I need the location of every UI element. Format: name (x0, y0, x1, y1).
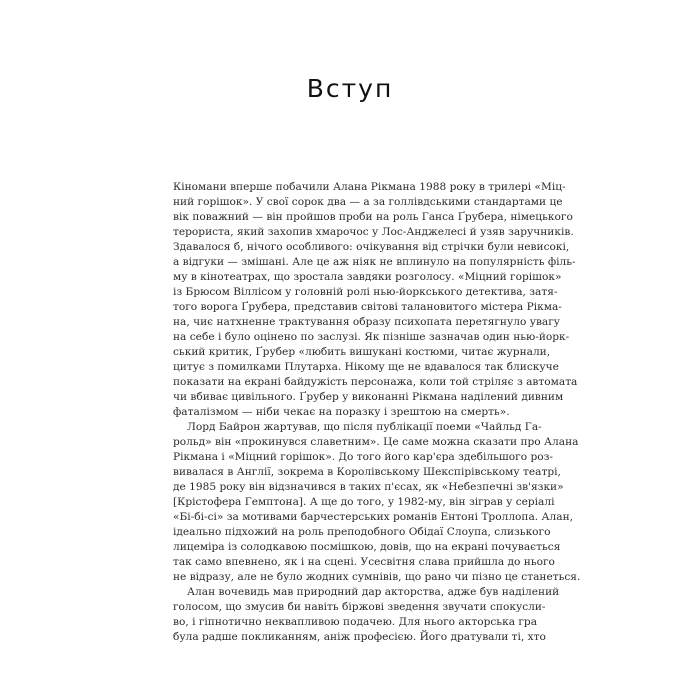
chapter-title: Вступ (306, 74, 394, 103)
text-line: Здавалося б, нічого особливого: очікування від стрічки були невисокі, (173, 241, 570, 253)
text-line: вік поважний — він пройшов проби на роль Ганса Ґрубера, німецького (173, 211, 573, 223)
text-line: того ворога Ґрубера, представив світові талановитого містера Рікма- (173, 301, 562, 313)
paragraph-2 (173, 420, 581, 585)
text-line: була радше покликанням, аніж професією. Його дратували ті, хто (173, 631, 546, 643)
text-line: цитує з помилками Плутарха. Нікому ще не вдавалося так блискуче (173, 361, 559, 373)
text-line: із Брюсом Віллісом у головній ролі нью-йоркського детектива, затя- (173, 286, 558, 298)
text-line: рольд» він «прокинувся славетним». Це саме можна сказати про Алана (173, 436, 579, 448)
text-line: а відгуки — змішані. Але це аж ніяк не вплинуло на популярність філь- (173, 256, 576, 268)
text-line: голосом, що змусив би навіть біржові зведення звучати спокусли- (173, 601, 546, 613)
text-line: чи вбиває цивільного. Ґрубер у виконанні Рікмана наділений дивним (173, 391, 564, 403)
text-line: лицеміра із солодкавою посмішкою, довів, що на екрані почувається (173, 541, 561, 553)
text-line: Лорд Байрон жартував, що після публікації поеми «Чайльд Га- (187, 421, 542, 433)
text-line: так само впевнено, як і на сцені. Усесвітня слава прийшла до нього (173, 556, 555, 568)
paragraph-3 (173, 585, 560, 645)
text-line: вивалася в Англії, зокрема в Королівському Шекспірівському театрі, (173, 466, 561, 478)
chapter-body (173, 180, 581, 645)
text-line: терориста, який захопив хмарочос у Лос-Анджелесі й узяв заручників. (173, 226, 574, 238)
text-line: на себе і було оцінено по заслузі. Як пізніше зазначав один нью-йорк- (173, 331, 570, 343)
text-line: показати на екрані байдужість персонажа, коли той стріляє з автомата (173, 376, 578, 388)
text-line: де 1985 року він відзначився в таких п'єсах, як «Небезпечні зв'язки» (173, 481, 564, 493)
text-line: ідеально підхожий на роль преподобного Обідаї Слоупа, слизького (173, 526, 551, 538)
text-line: Рікмана і «Міцний горішок». До того його кар'єра здебільшого роз- (173, 451, 553, 463)
text-line: во, і гіпнотично неквапливою подачею. Для нього акторська гра (173, 616, 538, 628)
text-line: ський критик, Ґрубер «любить вишукані костюми, читає журнали, (173, 346, 551, 358)
text-line: [Крістофера Гемптона]. А ще до того, у 1982-му, він зіграв у серіалі (173, 496, 555, 508)
text-line: Кіномани вперше побачили Алана Рікмана 1988 року в трилері «Міц- (173, 181, 566, 193)
text-line: «Бі-бі-сі» за мотивами барчестерських романів Ентоні Троллопа. Алан, (173, 511, 574, 523)
text-line: на, чиє натхненне трактування образу психопата перетягнуло увагу (173, 316, 561, 328)
paragraph-1 (173, 180, 578, 420)
text-line: фаталізмом — ніби чекає на поразку і зрештою на смерть». (173, 406, 510, 418)
text-line: Алан вочевидь мав природний дар акторства, адже був наділений (187, 586, 560, 598)
text-line: ний горішок». У свої сорок два — а за голлівдськими стандартами це (173, 196, 563, 208)
text-line: не відразу, але не було жодних сумнівів, що рано чи пізно це станеться. (173, 571, 581, 583)
text-line: му в кінотеатрах, що зростала завдяки розголосу. «Міцний горішок» (173, 271, 562, 283)
